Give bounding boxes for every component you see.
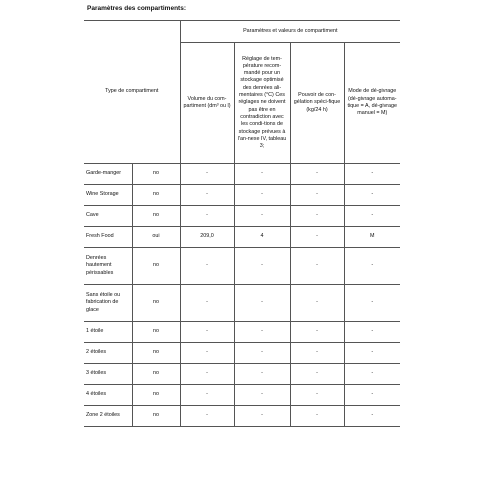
freezing-capacity-cell: - [290,227,344,248]
freezing-capacity-cell: - [290,385,344,406]
temperature-cell: - [234,206,290,227]
compartment-parameters-table [84,20,400,427]
present-cell: no [132,343,180,364]
temperature-cell: - [234,406,290,427]
defrost-mode-header: Mode de dé-givrage (dé-givrage automa-tique = A, dé-givrage manuel = M) [344,43,400,164]
compartment-type-cell: Wine Storage [84,185,132,206]
volume-cell: 209,0 [180,227,234,248]
freezing-capacity-cell: - [290,364,344,385]
table-row [84,343,400,364]
compartment-type-cell: Garde-manger [84,164,132,185]
temperature-cell: - [234,322,290,343]
temperature-cell: - [234,343,290,364]
defrost-mode-cell: - [344,206,400,227]
volume-cell: - [180,164,234,185]
volume-header: Volume du com-partiment (dm³ ou l) [180,43,234,164]
present-cell: no [132,322,180,343]
freezing-capacity-cell: - [290,322,344,343]
compartment-type-header: Type de compartiment [84,21,180,164]
table-row [84,185,400,206]
defrost-mode-cell: - [344,406,400,427]
defrost-mode-cell: - [344,248,400,285]
freezing-capacity-cell: - [290,285,344,322]
freezing-capacity-cell: - [290,343,344,364]
temperature-cell: - [234,248,290,285]
freezing-capacity-cell: - [290,248,344,285]
compartment-type-cell: 1 étoile [84,322,132,343]
volume-cell: - [180,343,234,364]
freezing-capacity-header: Pouvoir de con-gélation spéci-fique (kg/24 h) [290,43,344,164]
parameters-group-header: Paramètres et valeurs de compartiment [180,21,400,43]
volume-cell: - [180,322,234,343]
defrost-mode-cell: - [344,322,400,343]
table-header-row [84,21,400,43]
present-cell: no [132,285,180,322]
table-row [84,385,400,406]
present-cell: no [132,206,180,227]
table-row [84,322,400,343]
volume-cell: - [180,185,234,206]
freezing-capacity-cell: - [290,164,344,185]
present-cell: oui [132,227,180,248]
table-row [84,164,400,185]
table-row [84,227,400,248]
compartment-type-cell: Sans étoile ou fabrication de glace [84,285,132,322]
compartment-type-cell: 4 étoiles [84,385,132,406]
compartment-type-cell: Cave [84,206,132,227]
present-cell: no [132,248,180,285]
present-cell: no [132,385,180,406]
temperature-header: Réglage de tem-pérature recom-mandé pour un stockage optimisé des denrées ali-mentaires (°C) Ces réglages ne doivent pas être en contradiction avec les condi-tions de stockage prévues à l'an-nexe IV, tableau 3; [234,43,290,164]
volume-cell: - [180,385,234,406]
freezing-capacity-cell: - [290,406,344,427]
freezing-capacity-cell: - [290,185,344,206]
freezing-capacity-cell: - [290,206,344,227]
defrost-mode-cell: - [344,164,400,185]
volume-cell: - [180,206,234,227]
present-cell: no [132,406,180,427]
defrost-mode-cell: M [344,227,400,248]
volume-cell: - [180,406,234,427]
compartment-type-cell: Denrées hautement périssables [84,248,132,285]
present-cell: no [132,364,180,385]
compartment-type-cell: Fresh Food [84,227,132,248]
temperature-cell: - [234,364,290,385]
table-row [84,206,400,227]
defrost-mode-cell: - [344,364,400,385]
temperature-cell: - [234,185,290,206]
table-row [84,285,400,322]
present-cell: no [132,185,180,206]
defrost-mode-cell: - [344,385,400,406]
table-row [84,248,400,285]
temperature-cell: - [234,164,290,185]
volume-cell: - [180,285,234,322]
defrost-mode-cell: - [344,343,400,364]
volume-cell: - [180,248,234,285]
table-row [84,406,400,427]
temperature-cell: 4 [234,227,290,248]
section-title: Paramètres des compartiments: [87,5,186,12]
defrost-mode-cell: - [344,285,400,322]
compartment-type-cell: 2 étoiles [84,343,132,364]
present-cell: no [132,164,180,185]
compartment-type-cell: 3 étoiles [84,364,132,385]
table-row [84,364,400,385]
compartment-type-cell: Zone 2 étoiles [84,406,132,427]
temperature-cell: - [234,385,290,406]
defrost-mode-cell: - [344,185,400,206]
temperature-cell: - [234,285,290,322]
volume-cell: - [180,364,234,385]
